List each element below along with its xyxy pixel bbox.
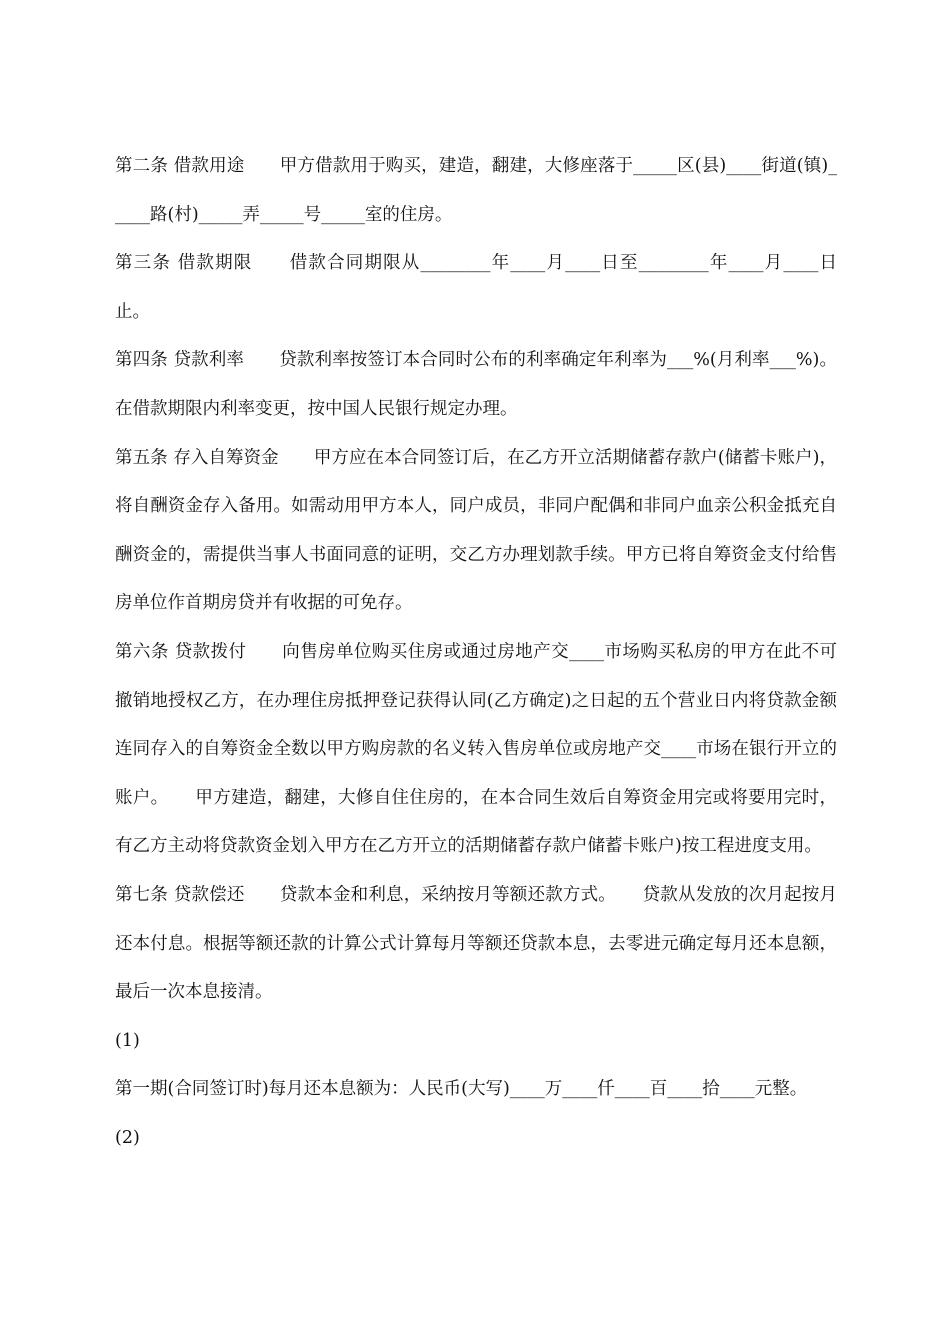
document-body (115, 142, 837, 1162)
article-5-self-funds: 第五条 存入自筹资金 甲方应在本合同签订后，在乙方开立活期储蓄存款户(储蓄卡账户)，将自酬资金存入备用。如需动用甲方本人，同户成员，非同户配偶和非同户血亲公积金抵充自酬资金的，需提供当事人书面同意的证明，交乙方办理划款手续。甲方已将自筹资金支付给售房单位作首期房贷并有收据的可免存。 (115, 447, 837, 614)
article-6-disbursement: 第六条 贷款拨付 向售房单位购买住房或通过房地产交____市场购买私房的甲方在此不可撤销地授权乙方，在办理住房抵押登记获得认同(乙方确定)之日起的五个营业日内将贷款金额连同存入的自筹资金全数以甲方购房款的名义转入售房单位或房地产交____市场在银行开立的账户。 甲方建造，翻建，大修自住住房的，在本合同生效后自筹资金用完或将要用完时，有乙方主动将贷款资金划入甲方在乙方开立的活期储蓄存款户储蓄卡账户)按工程进度支用。 (115, 641, 837, 857)
item-1-label: (1) (115, 1030, 140, 1051)
first-period-payment: 第一期(合同签订时)每月还本息额为：人民币(大写)____万____仟____百____拾____元整。 (115, 1079, 808, 1100)
article-3-loan-term: 第三条 借款期限 借款合同期限从________年____月____日至________年____月____日止。 (115, 253, 837, 322)
item-2-label: (2) (115, 1127, 140, 1148)
article-4-interest-rate: 第四条 贷款利率 贷款利率按签订本合同时公布的利率确定年利率为___%(月利率___%)。在借款期限内利率变更，按中国人民银行规定办理。 (115, 350, 837, 419)
article-7-repayment: 第七条 贷款偿还 贷款本金和利息，采纳按月等额还款方式。 贷款从发放的次月起按月还本付息。根据等额还款的计算公式计算每月等额还贷款本息，去零进元确定每月还本息额，最后一次本息接清。 (115, 884, 837, 1003)
article-2-loan-purpose: 第二条 借款用途 甲方借款用于购买，建造，翻建，大修座落于_____区(县)____街道(镇)_____路(村)_____弄_____号_____室的住房。 (115, 156, 837, 225)
